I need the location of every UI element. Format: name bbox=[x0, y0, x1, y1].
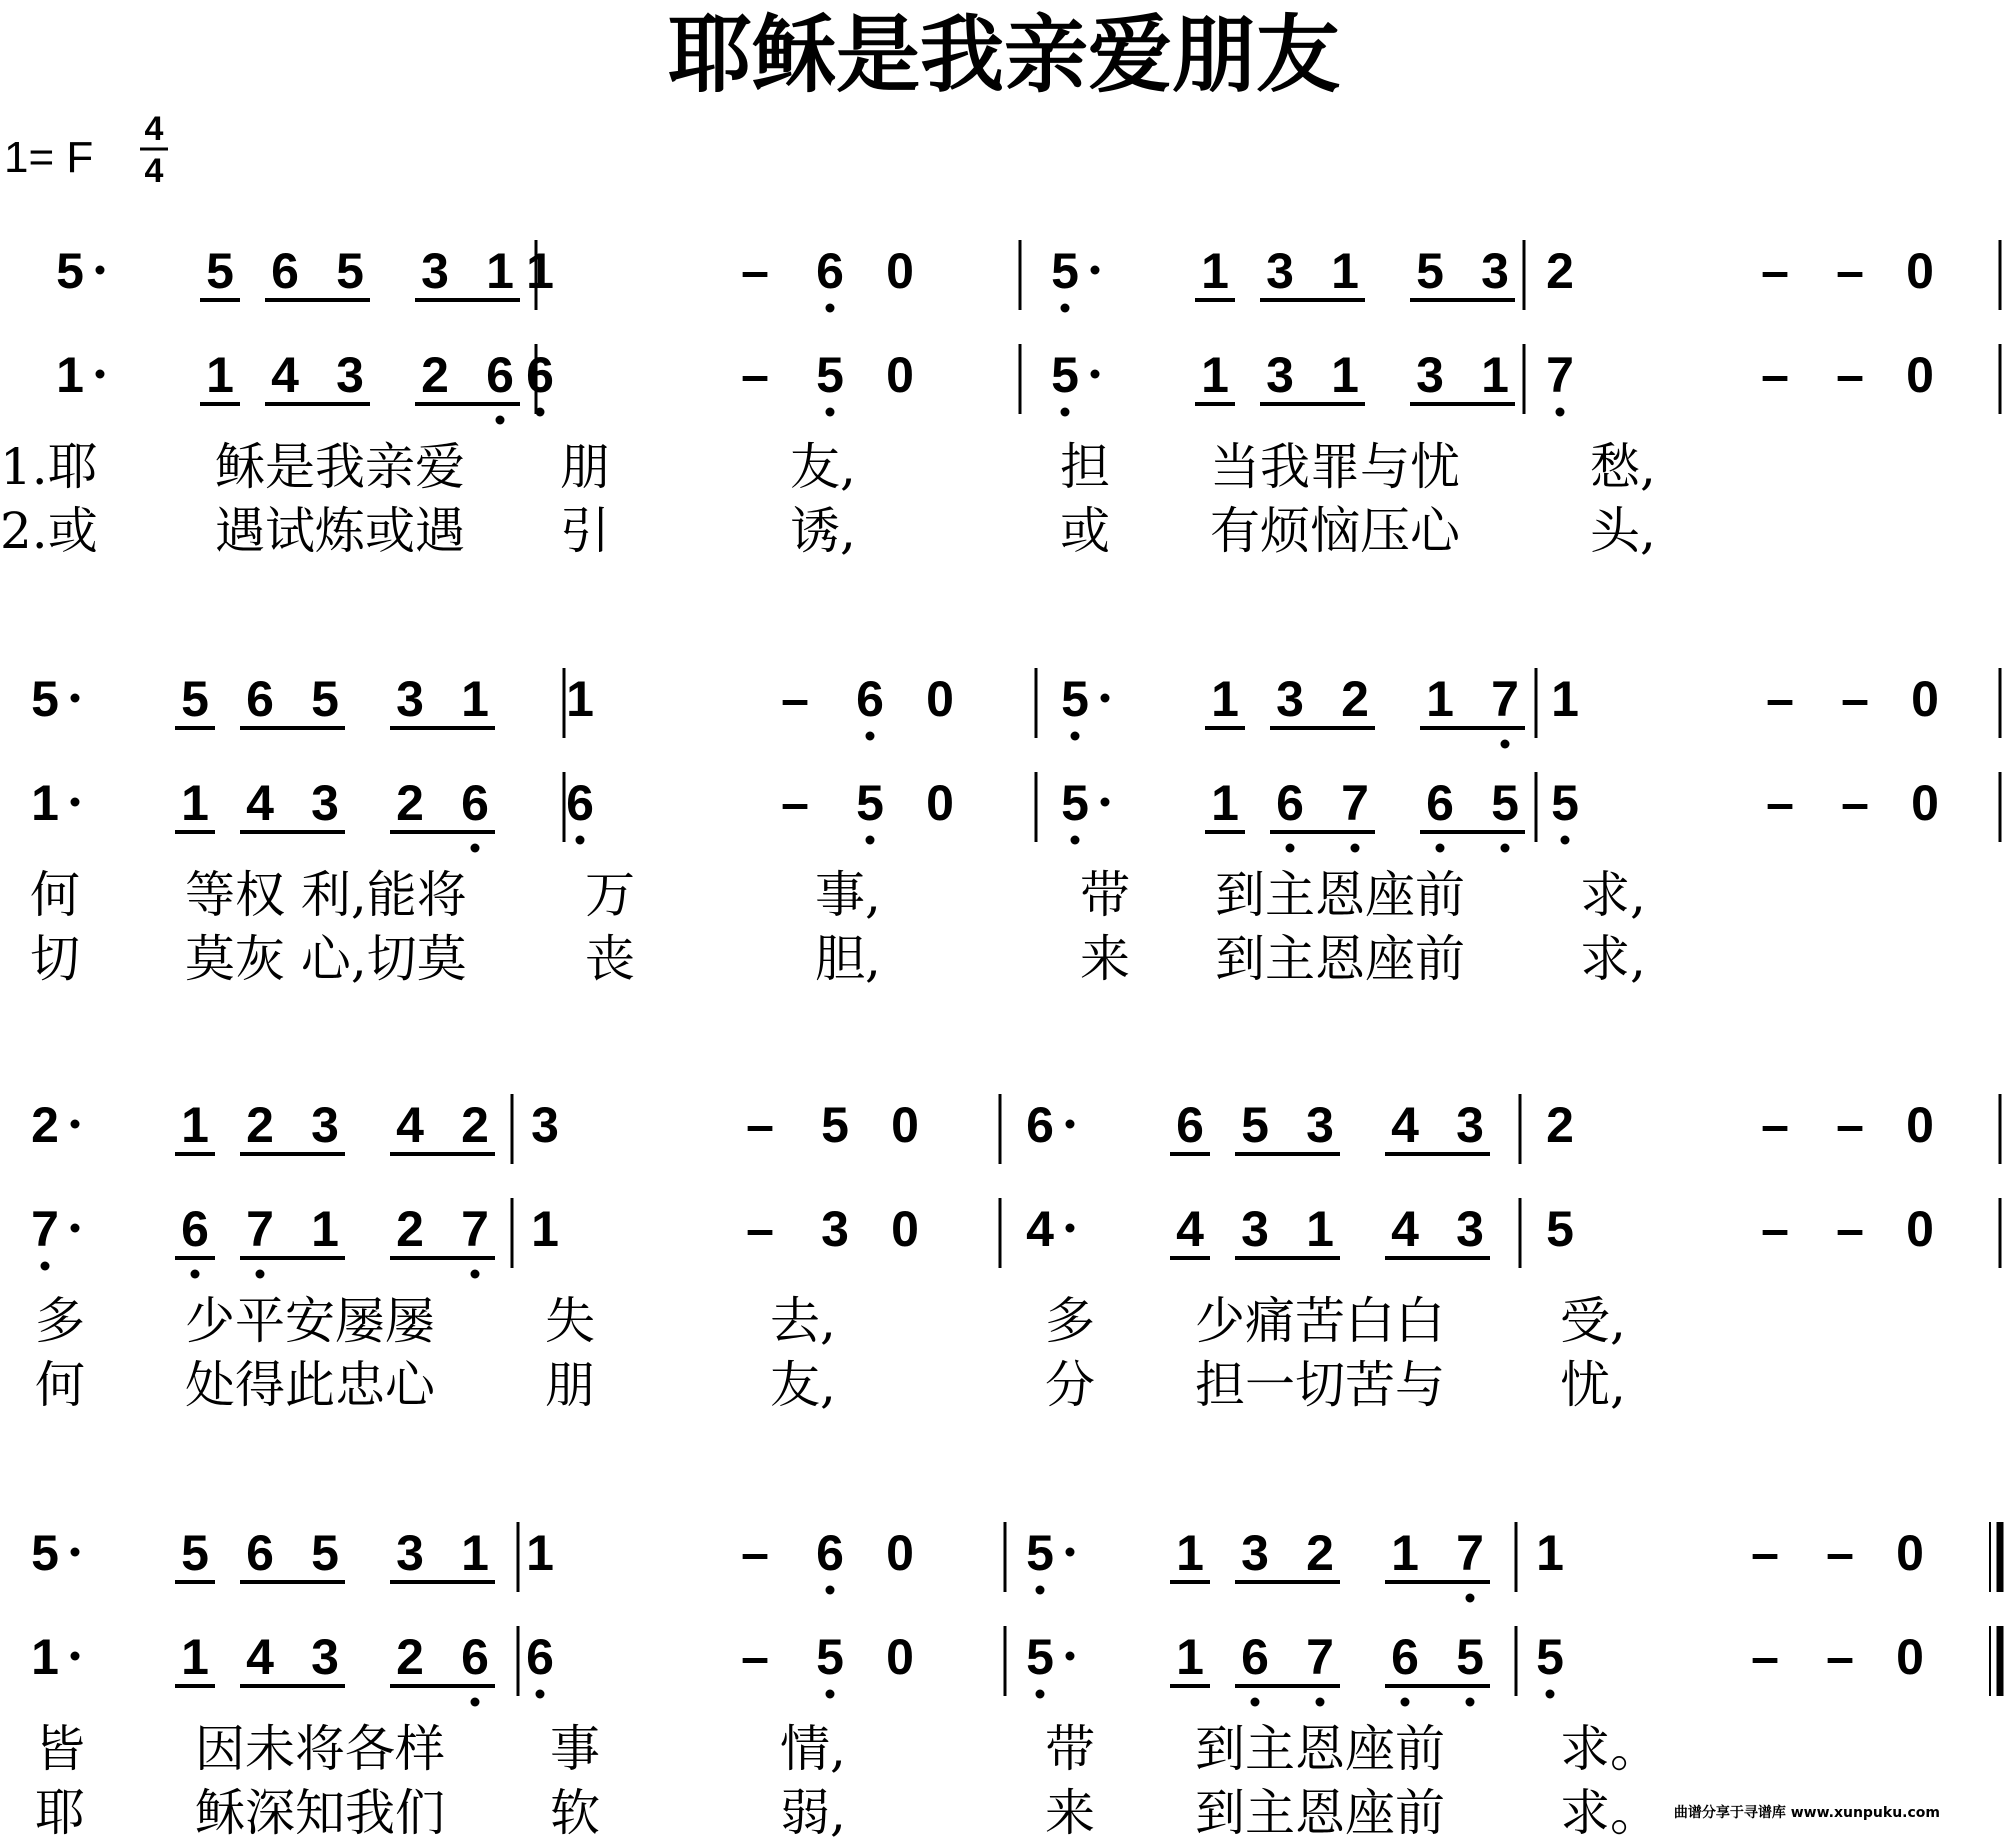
note: 5 bbox=[1051, 347, 1079, 403]
low-octave-dot bbox=[1501, 740, 1510, 749]
lyric-segment: 多 bbox=[35, 1292, 85, 1350]
augmentation-dot bbox=[1091, 266, 1100, 275]
augmentation-dot bbox=[1101, 798, 1110, 807]
note: 7 bbox=[1341, 775, 1369, 831]
lyric-segment: 稣是我亲爱 bbox=[215, 438, 465, 496]
lyric-segment: 万 bbox=[585, 866, 635, 924]
note: 5 bbox=[1551, 775, 1579, 831]
note: 0 bbox=[891, 1097, 919, 1153]
note: 0 bbox=[891, 1201, 919, 1257]
lyric-segment: 头, bbox=[1590, 502, 1656, 560]
lyric-segment: 求。 bbox=[1560, 1720, 1660, 1778]
lyric-segment: 来 bbox=[1045, 1784, 1095, 1839]
augmentation-dot bbox=[71, 798, 80, 807]
note: 5 bbox=[1536, 1629, 1564, 1685]
note: 4 bbox=[246, 775, 274, 831]
note: 1 bbox=[1481, 347, 1509, 403]
note: 4 bbox=[1026, 1201, 1054, 1257]
note: 1 bbox=[1201, 347, 1229, 403]
note: – bbox=[1761, 1201, 1789, 1257]
low-octave-dot bbox=[826, 408, 835, 417]
low-octave-dot bbox=[471, 1270, 480, 1279]
note: 6 bbox=[1176, 1097, 1204, 1153]
note: 6 bbox=[181, 1201, 209, 1257]
note: 0 bbox=[886, 1525, 914, 1581]
lyric-segment: 失 bbox=[545, 1292, 595, 1350]
note: 0 bbox=[1906, 347, 1934, 403]
low-octave-dot bbox=[1251, 1698, 1260, 1707]
note: 7 bbox=[1546, 347, 1574, 403]
lyric-segment: 耶 bbox=[35, 1784, 85, 1839]
note: 5 bbox=[816, 1629, 844, 1685]
note: 6 bbox=[526, 1629, 554, 1685]
note: 2 bbox=[1546, 243, 1574, 299]
note: 1 bbox=[31, 1629, 59, 1685]
time-signature-top: 4 bbox=[144, 110, 164, 148]
lyric-segment: 到主恩座前 bbox=[1215, 866, 1465, 924]
lyric-segment: 分 bbox=[1045, 1356, 1095, 1414]
low-octave-dot bbox=[1466, 1594, 1475, 1603]
low-octave-dot bbox=[536, 1690, 545, 1699]
lyric-segment: 求, bbox=[1580, 866, 1646, 924]
note: 5 bbox=[56, 243, 84, 299]
note: 0 bbox=[1896, 1525, 1924, 1581]
note: 1 bbox=[181, 1629, 209, 1685]
note: 6 bbox=[1426, 775, 1454, 831]
note: 1 bbox=[181, 775, 209, 831]
song-title: 耶稣是我亲爱朋友 bbox=[667, 5, 1341, 104]
lyric-segment: 少痛苦白白 bbox=[1195, 1292, 1445, 1350]
note: 1 bbox=[531, 1201, 559, 1257]
note: 3 bbox=[1306, 1097, 1334, 1153]
low-octave-dot bbox=[1316, 1698, 1325, 1707]
note: 0 bbox=[926, 775, 954, 831]
note: 2 bbox=[396, 1201, 424, 1257]
note: 5 bbox=[311, 1525, 339, 1581]
lyric-segment: 处得此忠心 bbox=[185, 1356, 435, 1414]
note: 5 bbox=[1026, 1525, 1054, 1581]
note: 6 bbox=[816, 243, 844, 299]
note: 3 bbox=[311, 1097, 339, 1153]
note: 0 bbox=[886, 347, 914, 403]
note: 5 bbox=[1546, 1201, 1574, 1257]
lyric-segment: 受, bbox=[1560, 1292, 1626, 1350]
lyric-segment: 等权 利,能将 bbox=[185, 866, 467, 924]
lyric-segment: 求。 bbox=[1560, 1784, 1660, 1839]
augmentation-dot bbox=[1101, 694, 1110, 703]
note: 2 bbox=[246, 1097, 274, 1153]
lyric-segment: 友, bbox=[790, 438, 856, 496]
note: 6 bbox=[1276, 775, 1304, 831]
note: 1 bbox=[526, 1525, 554, 1581]
augmentation-dot bbox=[1066, 1120, 1075, 1129]
note: – bbox=[746, 1201, 774, 1257]
note: 1 bbox=[206, 347, 234, 403]
augmentation-dot bbox=[71, 694, 80, 703]
low-octave-dot bbox=[826, 304, 835, 313]
lyric-segment: 或 bbox=[1060, 502, 1110, 560]
lyric-segment: 软 bbox=[550, 1784, 600, 1839]
key-signature: 1= F bbox=[4, 133, 94, 182]
note: 7 bbox=[31, 1201, 59, 1257]
augmentation-dot bbox=[96, 370, 105, 379]
note: 3 bbox=[1241, 1525, 1269, 1581]
note: 5 bbox=[311, 671, 339, 727]
note: 6 bbox=[856, 671, 884, 727]
note: – bbox=[1841, 775, 1869, 831]
note: – bbox=[1836, 1201, 1864, 1257]
lyric-segment: 到主恩座前 bbox=[1195, 1784, 1445, 1839]
note: 7 bbox=[461, 1201, 489, 1257]
lyric-segment: 切 bbox=[30, 930, 80, 988]
note: 3 bbox=[1481, 243, 1509, 299]
note: 1 bbox=[1211, 671, 1239, 727]
lyric-segment: 担一切苦与 bbox=[1195, 1356, 1445, 1414]
note: 5 bbox=[856, 775, 884, 831]
note: 1 bbox=[1176, 1525, 1204, 1581]
lyric-segment: 朋 bbox=[560, 438, 610, 496]
note: 1 bbox=[1211, 775, 1239, 831]
low-octave-dot bbox=[1501, 844, 1510, 853]
lyric-segment: 忧, bbox=[1560, 1356, 1626, 1414]
note: 3 bbox=[531, 1097, 559, 1153]
note: – bbox=[781, 671, 809, 727]
note: 1 bbox=[1331, 243, 1359, 299]
note: 1 bbox=[1391, 1525, 1419, 1581]
augmentation-dot bbox=[71, 1652, 80, 1661]
note: 5 bbox=[206, 243, 234, 299]
note: 5 bbox=[1491, 775, 1519, 831]
note: 1 bbox=[1331, 347, 1359, 403]
low-octave-dot bbox=[1546, 1690, 1555, 1699]
note: 6 bbox=[461, 1629, 489, 1685]
note: 6 bbox=[816, 1525, 844, 1581]
note: 3 bbox=[396, 671, 424, 727]
lyric-segment: 何 bbox=[30, 866, 80, 924]
note: 5 bbox=[821, 1097, 849, 1153]
note: 0 bbox=[886, 1629, 914, 1685]
note: – bbox=[1836, 243, 1864, 299]
lyric-segment: 莫灰 心,切莫 bbox=[185, 930, 467, 988]
note: – bbox=[1766, 671, 1794, 727]
note: – bbox=[741, 243, 769, 299]
note: 2 bbox=[31, 1097, 59, 1153]
note: 3 bbox=[1276, 671, 1304, 727]
lyric-segment: 情, bbox=[780, 1720, 846, 1778]
low-octave-dot bbox=[1466, 1698, 1475, 1707]
note: 1 bbox=[461, 671, 489, 727]
note: 5 bbox=[181, 671, 209, 727]
note: 5 bbox=[1456, 1629, 1484, 1685]
note: 2 bbox=[396, 775, 424, 831]
note: 4 bbox=[1176, 1201, 1204, 1257]
footer-watermark: 曲谱分享于寻谱库 www.xunpuku.com bbox=[1673, 1805, 1940, 1821]
note: 0 bbox=[1911, 775, 1939, 831]
low-octave-dot bbox=[1561, 836, 1570, 845]
note: 6 bbox=[246, 1525, 274, 1581]
lyric-segment: 事, bbox=[815, 866, 881, 924]
note: 0 bbox=[926, 671, 954, 727]
augmentation-dot bbox=[71, 1120, 80, 1129]
note: 1 bbox=[1551, 671, 1579, 727]
note: 6 bbox=[1026, 1097, 1054, 1153]
augmentation-dot bbox=[1066, 1224, 1075, 1233]
note: 1 bbox=[56, 347, 84, 403]
lyric-segment: 带 bbox=[1080, 866, 1130, 924]
low-octave-dot bbox=[826, 1690, 835, 1699]
note: 3 bbox=[821, 1201, 849, 1257]
low-octave-dot bbox=[1036, 1586, 1045, 1595]
note: 3 bbox=[336, 347, 364, 403]
note: 0 bbox=[1906, 1201, 1934, 1257]
note: 7 bbox=[1456, 1525, 1484, 1581]
note: 5 bbox=[31, 1525, 59, 1581]
note: 0 bbox=[1911, 671, 1939, 727]
lyric-segment: 到主恩座前 bbox=[1195, 1720, 1445, 1778]
augmentation-dot bbox=[96, 266, 105, 275]
low-octave-dot bbox=[496, 416, 505, 425]
note: 3 bbox=[1456, 1201, 1484, 1257]
note: – bbox=[1761, 347, 1789, 403]
lyric-segment: 胆, bbox=[815, 930, 881, 988]
note: 1 bbox=[1201, 243, 1229, 299]
lyric-segment: 到主恩座前 bbox=[1215, 930, 1465, 988]
note: – bbox=[1841, 671, 1869, 727]
note: 5 bbox=[816, 347, 844, 403]
note: 6 bbox=[246, 671, 274, 727]
note: 1 bbox=[566, 671, 594, 727]
note: 6 bbox=[566, 775, 594, 831]
lyric-segment: 愁, bbox=[1590, 438, 1656, 496]
note: – bbox=[1836, 1097, 1864, 1153]
lyric-segment: 担 bbox=[1060, 438, 1110, 496]
note: – bbox=[741, 1629, 769, 1685]
note: – bbox=[1826, 1629, 1854, 1685]
note: 5 bbox=[1026, 1629, 1054, 1685]
note: 0 bbox=[886, 243, 914, 299]
note: – bbox=[1761, 1097, 1789, 1153]
note: 3 bbox=[1416, 347, 1444, 403]
low-octave-dot bbox=[1036, 1690, 1045, 1699]
lyric-segment: 多 bbox=[1045, 1292, 1095, 1350]
note: – bbox=[1751, 1629, 1779, 1685]
lyric-segment: 求, bbox=[1580, 930, 1646, 988]
note: 5 bbox=[1416, 243, 1444, 299]
note: 6 bbox=[461, 775, 489, 831]
note: 2 bbox=[396, 1629, 424, 1685]
note: 3 bbox=[1266, 243, 1294, 299]
lyric-segment: 当我罪与忧 bbox=[1210, 438, 1460, 496]
lyric-segment: 皆 bbox=[35, 1720, 85, 1778]
note: – bbox=[741, 347, 769, 403]
lyric-segment: 友, bbox=[770, 1356, 836, 1414]
note: 2 bbox=[1546, 1097, 1574, 1153]
note: 1 bbox=[1306, 1201, 1334, 1257]
low-octave-dot bbox=[191, 1270, 200, 1279]
augmentation-dot bbox=[71, 1548, 80, 1557]
low-octave-dot bbox=[1061, 304, 1070, 313]
augmentation-dot bbox=[1091, 370, 1100, 379]
note: 1 bbox=[31, 775, 59, 831]
note: – bbox=[1826, 1525, 1854, 1581]
note: 2 bbox=[421, 347, 449, 403]
low-octave-dot bbox=[866, 836, 875, 845]
low-octave-dot bbox=[471, 844, 480, 853]
low-octave-dot bbox=[1071, 836, 1080, 845]
low-octave-dot bbox=[1071, 732, 1080, 741]
note: 1 bbox=[1176, 1629, 1204, 1685]
note: 3 bbox=[1456, 1097, 1484, 1153]
note: 2 bbox=[1306, 1525, 1334, 1581]
note: – bbox=[1766, 775, 1794, 831]
low-octave-dot bbox=[1351, 844, 1360, 853]
note: 3 bbox=[1266, 347, 1294, 403]
score-body bbox=[0, 240, 2000, 1839]
low-octave-dot bbox=[1061, 408, 1070, 417]
note: 2 bbox=[461, 1097, 489, 1153]
low-octave-dot bbox=[826, 1586, 835, 1595]
lyric-segment: 遇试炼或遇 bbox=[215, 502, 465, 560]
note: 4 bbox=[271, 347, 299, 403]
low-octave-dot bbox=[256, 1270, 265, 1279]
augmentation-dot bbox=[1066, 1548, 1075, 1557]
note: 3 bbox=[396, 1525, 424, 1581]
note: 5 bbox=[181, 1525, 209, 1581]
lyric-segment: 何 bbox=[35, 1356, 85, 1414]
note: 7 bbox=[246, 1201, 274, 1257]
lyric-segment: 引 bbox=[560, 502, 610, 560]
note: 7 bbox=[1306, 1629, 1334, 1685]
low-octave-dot bbox=[471, 1698, 480, 1707]
note: 3 bbox=[311, 775, 339, 831]
note: 3 bbox=[311, 1629, 339, 1685]
note: 6 bbox=[526, 347, 554, 403]
note: – bbox=[1761, 243, 1789, 299]
note: – bbox=[746, 1097, 774, 1153]
note: 0 bbox=[1906, 243, 1934, 299]
note: – bbox=[1836, 347, 1864, 403]
note: 5 bbox=[1061, 671, 1089, 727]
note: 5 bbox=[1051, 243, 1079, 299]
lyric-segment: 2.或 bbox=[0, 502, 98, 560]
note: 7 bbox=[1491, 671, 1519, 727]
lyric-segment: 来 bbox=[1080, 930, 1130, 988]
lyric-segment: 弱, bbox=[780, 1784, 846, 1839]
lyric-segment: 带 bbox=[1045, 1720, 1095, 1778]
low-octave-dot bbox=[866, 732, 875, 741]
note: 1 bbox=[1536, 1525, 1564, 1581]
note: 1 bbox=[486, 243, 514, 299]
note: 4 bbox=[246, 1629, 274, 1685]
note: 1 bbox=[461, 1525, 489, 1581]
lyric-segment: 有烦恼压心 bbox=[1210, 502, 1460, 560]
low-octave-dot bbox=[1401, 1698, 1410, 1707]
lyric-segment: 事 bbox=[550, 1720, 600, 1778]
time-signature-bottom: 4 bbox=[144, 152, 164, 190]
lyric-segment: 去, bbox=[770, 1292, 836, 1350]
augmentation-dot bbox=[71, 1224, 80, 1233]
note: 3 bbox=[1241, 1201, 1269, 1257]
note: 4 bbox=[396, 1097, 424, 1153]
note: 1 bbox=[181, 1097, 209, 1153]
note: – bbox=[781, 775, 809, 831]
note: 6 bbox=[1391, 1629, 1419, 1685]
note: 6 bbox=[271, 243, 299, 299]
note: 1 bbox=[311, 1201, 339, 1257]
low-octave-dot bbox=[1286, 844, 1295, 853]
low-octave-dot bbox=[1436, 844, 1445, 853]
low-octave-dot bbox=[41, 1262, 50, 1271]
note: 1 bbox=[526, 243, 554, 299]
low-octave-dot bbox=[576, 836, 585, 845]
note: 0 bbox=[1896, 1629, 1924, 1685]
note: 1 bbox=[1426, 671, 1454, 727]
lyric-segment: 稣深知我们 bbox=[195, 1784, 445, 1839]
lyric-segment: 丧 bbox=[585, 930, 635, 988]
lyric-segment: 诱, bbox=[790, 502, 856, 560]
note: 5 bbox=[336, 243, 364, 299]
note: 5 bbox=[1061, 775, 1089, 831]
note: – bbox=[1751, 1525, 1779, 1581]
lyric-segment: 1.耶 bbox=[0, 438, 98, 496]
note: 4 bbox=[1391, 1201, 1419, 1257]
augmentation-dot bbox=[1066, 1652, 1075, 1661]
note: 0 bbox=[1906, 1097, 1934, 1153]
note: 5 bbox=[1241, 1097, 1269, 1153]
low-octave-dot bbox=[1556, 408, 1565, 417]
note: 5 bbox=[31, 671, 59, 727]
note: 6 bbox=[486, 347, 514, 403]
note: 4 bbox=[1391, 1097, 1419, 1153]
note: 2 bbox=[1341, 671, 1369, 727]
note: 3 bbox=[421, 243, 449, 299]
lyric-segment: 少平安屡屡 bbox=[185, 1292, 435, 1350]
note: – bbox=[741, 1525, 769, 1581]
lyric-segment: 因未将各样 bbox=[195, 1720, 445, 1778]
note: 6 bbox=[1241, 1629, 1269, 1685]
lyric-segment: 朋 bbox=[545, 1356, 595, 1414]
